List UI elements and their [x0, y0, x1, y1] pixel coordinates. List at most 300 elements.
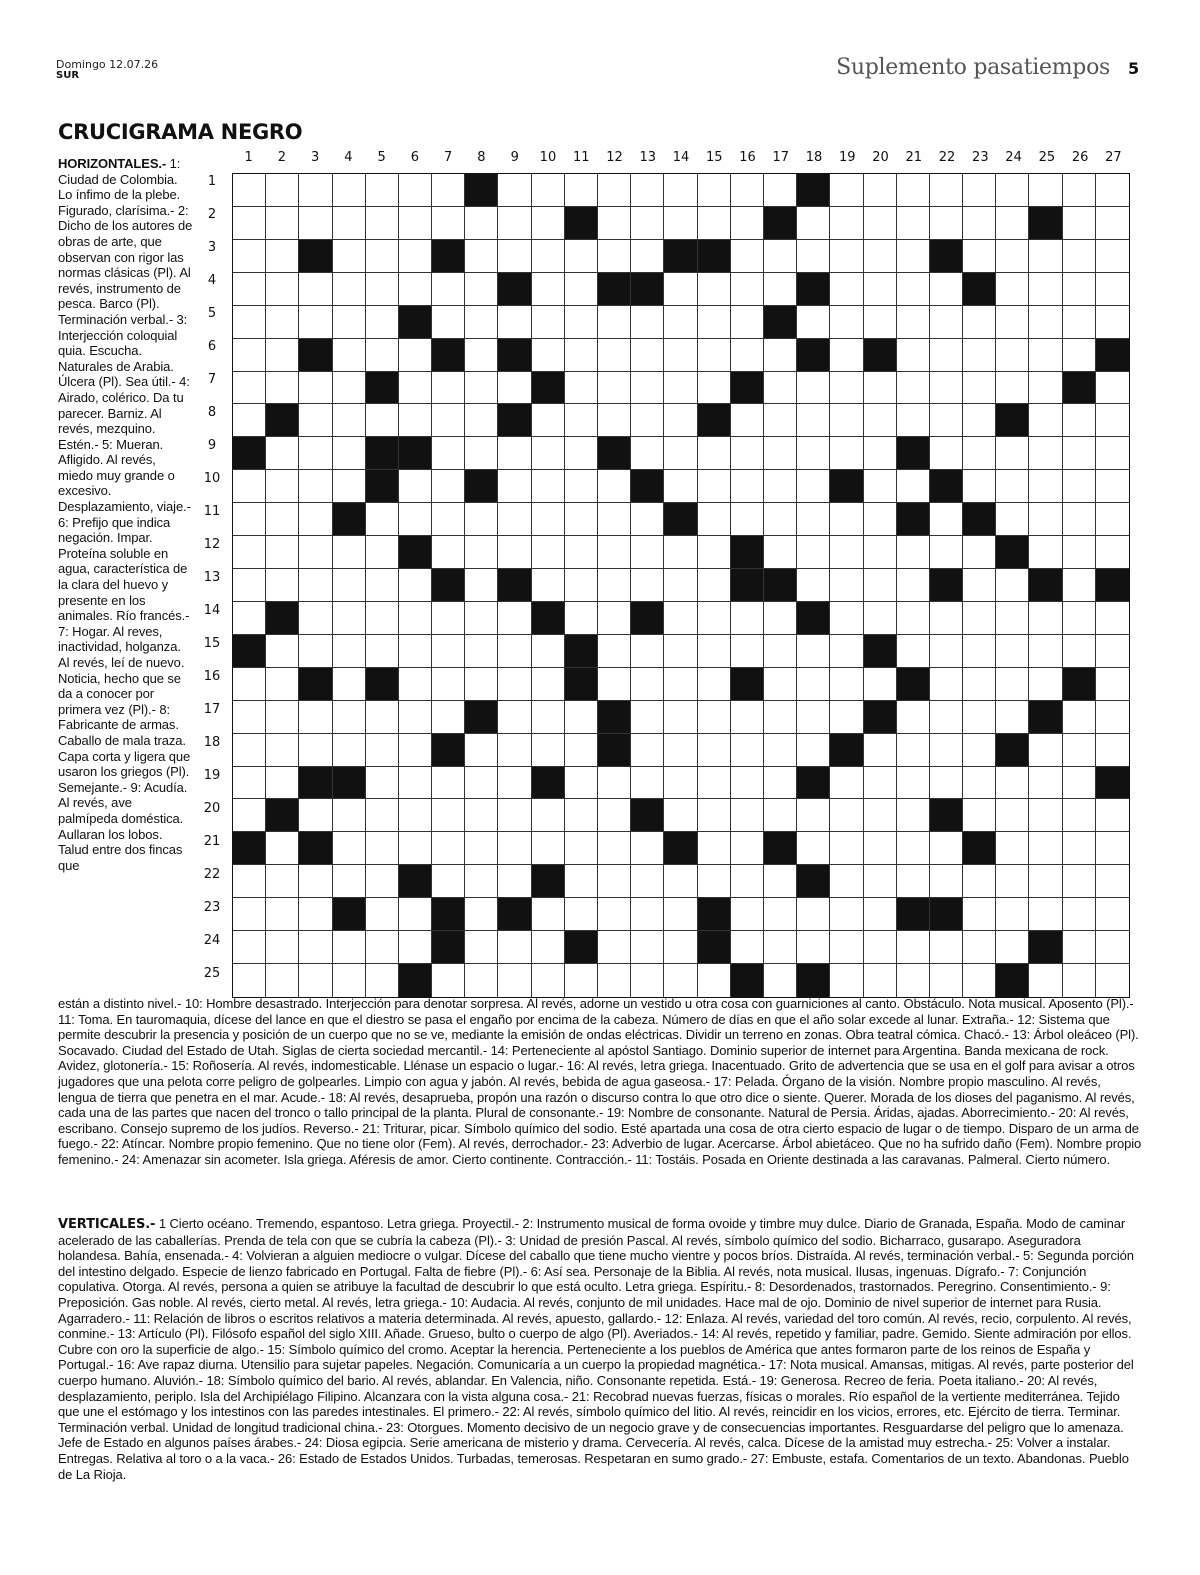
grid-cell[interactable] [1029, 536, 1062, 569]
grid-cell[interactable] [432, 536, 465, 569]
grid-cell[interactable] [432, 470, 465, 503]
grid-cell[interactable] [830, 701, 863, 734]
grid-cell[interactable] [565, 273, 598, 306]
grid-cell[interactable] [432, 437, 465, 470]
grid-cell[interactable] [498, 865, 531, 898]
grid-cell[interactable] [897, 372, 930, 405]
grid-cell[interactable] [299, 470, 332, 503]
grid-cell[interactable] [996, 339, 1029, 372]
grid-cell[interactable] [996, 569, 1029, 602]
grid-cell[interactable] [731, 734, 764, 767]
grid-cell[interactable] [797, 898, 830, 931]
grid-cell[interactable] [897, 701, 930, 734]
grid-cell[interactable] [698, 503, 731, 536]
grid-cell[interactable] [465, 339, 498, 372]
grid-cell[interactable] [963, 174, 996, 207]
grid-cell[interactable] [731, 470, 764, 503]
grid-cell[interactable] [598, 668, 631, 701]
grid-cell[interactable] [1029, 503, 1062, 536]
grid-cell[interactable] [299, 372, 332, 405]
grid-cell[interactable] [1029, 437, 1062, 470]
grid-cell[interactable] [366, 306, 399, 339]
grid-cell[interactable] [532, 668, 565, 701]
grid-cell[interactable] [996, 898, 1029, 931]
grid-cell[interactable] [1029, 865, 1062, 898]
grid-cell[interactable] [532, 339, 565, 372]
grid-cell[interactable] [930, 832, 963, 865]
grid-cell[interactable] [299, 569, 332, 602]
grid-cell[interactable] [897, 635, 930, 668]
grid-cell[interactable] [864, 767, 897, 800]
grid-cell[interactable] [897, 569, 930, 602]
grid-cell[interactable] [598, 470, 631, 503]
grid-cell[interactable] [731, 437, 764, 470]
grid-cell[interactable] [930, 767, 963, 800]
grid-cell[interactable] [498, 799, 531, 832]
grid-cell[interactable] [399, 339, 432, 372]
grid-cell[interactable] [333, 404, 366, 437]
grid-cell[interactable] [830, 207, 863, 240]
grid-cell[interactable] [631, 174, 664, 207]
grid-cell[interactable] [1063, 767, 1096, 800]
grid-cell[interactable] [930, 635, 963, 668]
grid-cell[interactable] [498, 437, 531, 470]
grid-cell[interactable] [299, 931, 332, 964]
grid-cell[interactable] [864, 536, 897, 569]
grid-cell[interactable] [631, 339, 664, 372]
grid-cell[interactable] [631, 865, 664, 898]
grid-cell[interactable] [299, 174, 332, 207]
grid-cell[interactable] [465, 635, 498, 668]
grid-cell[interactable] [299, 503, 332, 536]
grid-cell[interactable] [698, 799, 731, 832]
grid-cell[interactable] [1063, 635, 1096, 668]
grid-cell[interactable] [797, 701, 830, 734]
grid-cell[interactable] [465, 404, 498, 437]
crossword-grid[interactable] [232, 173, 1130, 998]
grid-cell[interactable] [930, 273, 963, 306]
grid-cell[interactable] [1096, 832, 1129, 865]
grid-cell[interactable] [764, 536, 797, 569]
grid-cell[interactable] [333, 536, 366, 569]
grid-cell[interactable] [864, 569, 897, 602]
grid-cell[interactable] [465, 865, 498, 898]
grid-cell[interactable] [1063, 437, 1096, 470]
grid-cell[interactable] [864, 602, 897, 635]
grid-cell[interactable] [266, 536, 299, 569]
grid-cell[interactable] [1029, 799, 1062, 832]
grid-cell[interactable] [366, 767, 399, 800]
grid-cell[interactable] [930, 964, 963, 997]
grid-cell[interactable] [864, 799, 897, 832]
grid-cell[interactable] [864, 898, 897, 931]
grid-cell[interactable] [266, 273, 299, 306]
grid-cell[interactable] [498, 207, 531, 240]
grid-cell[interactable] [1063, 931, 1096, 964]
grid-cell[interactable] [830, 306, 863, 339]
grid-cell[interactable] [830, 767, 863, 800]
grid-cell[interactable] [631, 372, 664, 405]
grid-cell[interactable] [963, 569, 996, 602]
grid-cell[interactable] [698, 437, 731, 470]
grid-cell[interactable] [465, 734, 498, 767]
grid-cell[interactable] [1029, 306, 1062, 339]
grid-cell[interactable] [897, 339, 930, 372]
grid-cell[interactable] [1096, 898, 1129, 931]
grid-cell[interactable] [664, 602, 697, 635]
grid-cell[interactable] [299, 536, 332, 569]
grid-cell[interactable] [498, 174, 531, 207]
grid-cell[interactable] [963, 668, 996, 701]
grid-cell[interactable] [366, 404, 399, 437]
grid-cell[interactable] [299, 898, 332, 931]
grid-cell[interactable] [366, 832, 399, 865]
grid-cell[interactable] [631, 536, 664, 569]
grid-cell[interactable] [1096, 635, 1129, 668]
grid-cell[interactable] [1063, 339, 1096, 372]
grid-cell[interactable] [797, 569, 830, 602]
grid-cell[interactable] [698, 767, 731, 800]
grid-cell[interactable] [930, 404, 963, 437]
grid-cell[interactable] [698, 701, 731, 734]
grid-cell[interactable] [864, 240, 897, 273]
grid-cell[interactable] [233, 602, 266, 635]
grid-cell[interactable] [399, 240, 432, 273]
grid-cell[interactable] [432, 273, 465, 306]
grid-cell[interactable] [698, 964, 731, 997]
grid-cell[interactable] [864, 174, 897, 207]
grid-cell[interactable] [797, 503, 830, 536]
grid-cell[interactable] [731, 273, 764, 306]
grid-cell[interactable] [266, 734, 299, 767]
grid-cell[interactable] [266, 339, 299, 372]
grid-cell[interactable] [1063, 734, 1096, 767]
grid-cell[interactable] [399, 767, 432, 800]
grid-cell[interactable] [731, 306, 764, 339]
grid-cell[interactable] [731, 503, 764, 536]
grid-cell[interactable] [1096, 701, 1129, 734]
grid-cell[interactable] [266, 832, 299, 865]
grid-cell[interactable] [366, 799, 399, 832]
grid-cell[interactable] [631, 898, 664, 931]
grid-cell[interactable] [498, 372, 531, 405]
grid-cell[interactable] [598, 569, 631, 602]
grid-cell[interactable] [1096, 437, 1129, 470]
grid-cell[interactable] [1063, 799, 1096, 832]
grid-cell[interactable] [897, 767, 930, 800]
grid-cell[interactable] [664, 635, 697, 668]
grid-cell[interactable] [498, 536, 531, 569]
grid-cell[interactable] [797, 240, 830, 273]
grid-cell[interactable] [996, 503, 1029, 536]
grid-cell[interactable] [532, 470, 565, 503]
grid-cell[interactable] [1096, 799, 1129, 832]
grid-cell[interactable] [797, 404, 830, 437]
grid-cell[interactable] [1029, 964, 1062, 997]
grid-cell[interactable] [698, 174, 731, 207]
grid-cell[interactable] [963, 964, 996, 997]
grid-cell[interactable] [930, 174, 963, 207]
grid-cell[interactable] [399, 602, 432, 635]
grid-cell[interactable] [565, 964, 598, 997]
grid-cell[interactable] [399, 799, 432, 832]
grid-cell[interactable] [1063, 240, 1096, 273]
grid-cell[interactable] [698, 832, 731, 865]
grid-cell[interactable] [598, 503, 631, 536]
grid-cell[interactable] [996, 635, 1029, 668]
grid-cell[interactable] [996, 207, 1029, 240]
grid-cell[interactable] [1096, 372, 1129, 405]
grid-cell[interactable] [333, 931, 366, 964]
grid-cell[interactable] [333, 635, 366, 668]
grid-cell[interactable] [698, 602, 731, 635]
grid-cell[interactable] [1063, 602, 1096, 635]
grid-cell[interactable] [963, 931, 996, 964]
grid-cell[interactable] [532, 404, 565, 437]
grid-cell[interactable] [266, 931, 299, 964]
grid-cell[interactable] [333, 207, 366, 240]
grid-cell[interactable] [465, 503, 498, 536]
grid-cell[interactable] [465, 931, 498, 964]
grid-cell[interactable] [233, 404, 266, 437]
grid-cell[interactable] [266, 470, 299, 503]
grid-cell[interactable] [266, 668, 299, 701]
grid-cell[interactable] [864, 734, 897, 767]
grid-cell[interactable] [399, 503, 432, 536]
grid-cell[interactable] [266, 240, 299, 273]
grid-cell[interactable] [598, 898, 631, 931]
grid-cell[interactable] [830, 668, 863, 701]
grid-cell[interactable] [1096, 273, 1129, 306]
grid-cell[interactable] [432, 832, 465, 865]
grid-cell[interactable] [631, 503, 664, 536]
grid-cell[interactable] [996, 602, 1029, 635]
grid-cell[interactable] [731, 767, 764, 800]
grid-cell[interactable] [864, 964, 897, 997]
grid-cell[interactable] [664, 701, 697, 734]
grid-cell[interactable] [1029, 668, 1062, 701]
grid-cell[interactable] [1063, 174, 1096, 207]
grid-cell[interactable] [432, 174, 465, 207]
grid-cell[interactable] [864, 503, 897, 536]
grid-cell[interactable] [698, 273, 731, 306]
grid-cell[interactable] [366, 898, 399, 931]
grid-cell[interactable] [532, 569, 565, 602]
grid-cell[interactable] [996, 799, 1029, 832]
grid-cell[interactable] [797, 470, 830, 503]
grid-cell[interactable] [299, 635, 332, 668]
grid-cell[interactable] [698, 668, 731, 701]
grid-cell[interactable] [897, 536, 930, 569]
grid-cell[interactable] [498, 701, 531, 734]
grid-cell[interactable] [1096, 404, 1129, 437]
grid-cell[interactable] [830, 569, 863, 602]
grid-cell[interactable] [299, 602, 332, 635]
grid-cell[interactable] [764, 668, 797, 701]
grid-cell[interactable] [963, 470, 996, 503]
grid-cell[interactable] [333, 964, 366, 997]
grid-cell[interactable] [565, 437, 598, 470]
grid-cell[interactable] [930, 701, 963, 734]
grid-cell[interactable] [399, 404, 432, 437]
grid-cell[interactable] [532, 174, 565, 207]
grid-cell[interactable] [233, 273, 266, 306]
grid-cell[interactable] [864, 931, 897, 964]
grid-cell[interactable] [664, 470, 697, 503]
grid-cell[interactable] [432, 964, 465, 997]
grid-cell[interactable] [797, 734, 830, 767]
grid-cell[interactable] [963, 602, 996, 635]
grid-cell[interactable] [797, 799, 830, 832]
grid-cell[interactable] [930, 503, 963, 536]
grid-cell[interactable] [1096, 174, 1129, 207]
grid-cell[interactable] [731, 865, 764, 898]
grid-cell[interactable] [1063, 273, 1096, 306]
grid-cell[interactable] [366, 734, 399, 767]
grid-cell[interactable] [996, 174, 1029, 207]
grid-cell[interactable] [930, 602, 963, 635]
grid-cell[interactable] [930, 339, 963, 372]
grid-cell[interactable] [830, 898, 863, 931]
grid-cell[interactable] [465, 964, 498, 997]
grid-cell[interactable] [963, 701, 996, 734]
grid-cell[interactable] [1029, 832, 1062, 865]
grid-cell[interactable] [996, 865, 1029, 898]
grid-cell[interactable] [598, 372, 631, 405]
grid-cell[interactable] [797, 372, 830, 405]
grid-cell[interactable] [631, 306, 664, 339]
grid-cell[interactable] [897, 404, 930, 437]
grid-cell[interactable] [664, 898, 697, 931]
grid-cell[interactable] [233, 898, 266, 931]
grid-cell[interactable] [698, 734, 731, 767]
grid-cell[interactable] [465, 569, 498, 602]
grid-cell[interactable] [366, 503, 399, 536]
grid-cell[interactable] [631, 931, 664, 964]
grid-cell[interactable] [598, 931, 631, 964]
grid-cell[interactable] [233, 569, 266, 602]
grid-cell[interactable] [764, 174, 797, 207]
grid-cell[interactable] [565, 569, 598, 602]
grid-cell[interactable] [333, 602, 366, 635]
grid-cell[interactable] [963, 306, 996, 339]
grid-cell[interactable] [366, 536, 399, 569]
grid-cell[interactable] [1096, 602, 1129, 635]
grid-cell[interactable] [598, 174, 631, 207]
grid-cell[interactable] [399, 207, 432, 240]
grid-cell[interactable] [565, 734, 598, 767]
grid-cell[interactable] [598, 635, 631, 668]
grid-cell[interactable] [565, 602, 598, 635]
grid-cell[interactable] [664, 306, 697, 339]
grid-cell[interactable] [532, 964, 565, 997]
grid-cell[interactable] [731, 799, 764, 832]
grid-cell[interactable] [266, 306, 299, 339]
grid-cell[interactable] [830, 602, 863, 635]
grid-cell[interactable] [1063, 898, 1096, 931]
grid-cell[interactable] [565, 701, 598, 734]
grid-cell[interactable] [432, 404, 465, 437]
grid-cell[interactable] [366, 701, 399, 734]
grid-cell[interactable] [797, 207, 830, 240]
grid-cell[interactable] [864, 306, 897, 339]
grid-cell[interactable] [399, 273, 432, 306]
grid-cell[interactable] [1096, 240, 1129, 273]
grid-cell[interactable] [498, 602, 531, 635]
grid-cell[interactable] [233, 734, 266, 767]
grid-cell[interactable] [897, 207, 930, 240]
grid-cell[interactable] [830, 339, 863, 372]
grid-cell[interactable] [299, 865, 332, 898]
grid-cell[interactable] [1063, 865, 1096, 898]
grid-cell[interactable] [764, 964, 797, 997]
grid-cell[interactable] [598, 207, 631, 240]
grid-cell[interactable] [532, 931, 565, 964]
grid-cell[interactable] [963, 635, 996, 668]
grid-cell[interactable] [664, 569, 697, 602]
grid-cell[interactable] [664, 273, 697, 306]
grid-cell[interactable] [664, 437, 697, 470]
grid-cell[interactable] [465, 372, 498, 405]
grid-cell[interactable] [1063, 470, 1096, 503]
grid-cell[interactable] [963, 339, 996, 372]
grid-cell[interactable] [731, 174, 764, 207]
grid-cell[interactable] [731, 602, 764, 635]
grid-cell[interactable] [333, 273, 366, 306]
grid-cell[interactable] [565, 240, 598, 273]
grid-cell[interactable] [864, 832, 897, 865]
grid-cell[interactable] [532, 437, 565, 470]
grid-cell[interactable] [233, 701, 266, 734]
grid-cell[interactable] [864, 470, 897, 503]
grid-cell[interactable] [830, 404, 863, 437]
grid-cell[interactable] [399, 701, 432, 734]
grid-cell[interactable] [930, 306, 963, 339]
grid-cell[interactable] [532, 240, 565, 273]
grid-cell[interactable] [565, 799, 598, 832]
grid-cell[interactable] [797, 536, 830, 569]
grid-cell[interactable] [963, 799, 996, 832]
grid-cell[interactable] [631, 437, 664, 470]
grid-cell[interactable] [698, 339, 731, 372]
grid-cell[interactable] [731, 240, 764, 273]
grid-cell[interactable] [498, 240, 531, 273]
grid-cell[interactable] [565, 898, 598, 931]
grid-cell[interactable] [532, 273, 565, 306]
grid-cell[interactable] [465, 273, 498, 306]
grid-cell[interactable] [897, 865, 930, 898]
grid-cell[interactable] [333, 240, 366, 273]
grid-cell[interactable] [830, 964, 863, 997]
grid-cell[interactable] [664, 734, 697, 767]
grid-cell[interactable] [1029, 898, 1062, 931]
grid-cell[interactable] [698, 635, 731, 668]
grid-cell[interactable] [1096, 865, 1129, 898]
grid-cell[interactable] [266, 865, 299, 898]
grid-cell[interactable] [664, 668, 697, 701]
grid-cell[interactable] [532, 734, 565, 767]
grid-cell[interactable] [598, 339, 631, 372]
grid-cell[interactable] [532, 635, 565, 668]
grid-cell[interactable] [897, 273, 930, 306]
grid-cell[interactable] [532, 701, 565, 734]
grid-cell[interactable] [698, 306, 731, 339]
grid-cell[interactable] [432, 668, 465, 701]
grid-cell[interactable] [532, 503, 565, 536]
grid-cell[interactable] [1029, 174, 1062, 207]
grid-cell[interactable] [1063, 306, 1096, 339]
grid-cell[interactable] [565, 470, 598, 503]
